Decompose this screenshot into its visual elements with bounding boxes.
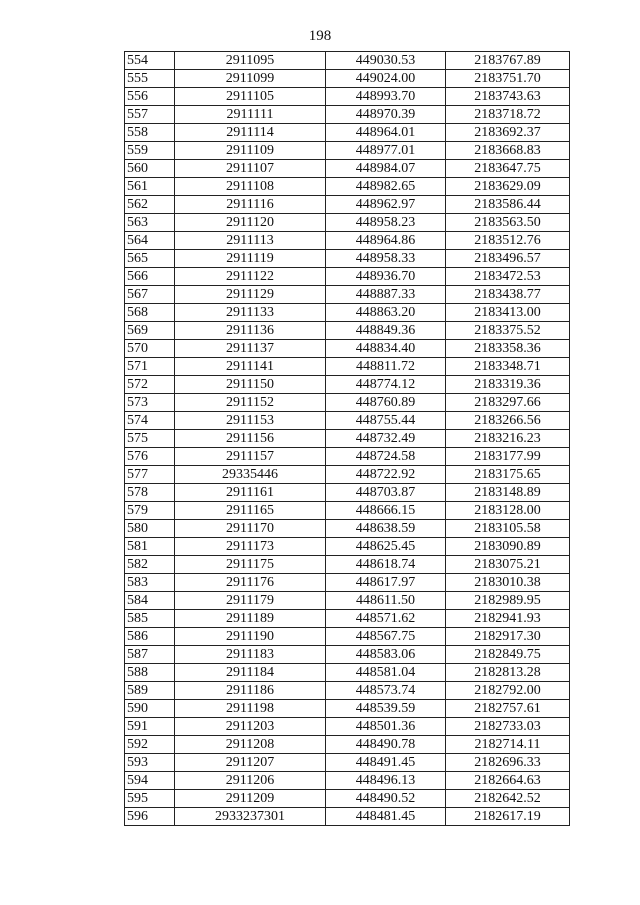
- table-row: [125, 178, 570, 196]
- table-row: [125, 700, 570, 718]
- x-coordinate-cell: 448984.07: [326, 160, 446, 178]
- x-coordinate-cell: 449030.53: [326, 52, 446, 70]
- table-row: [125, 268, 570, 286]
- x-coordinate-cell: 448490.78: [326, 736, 446, 754]
- table-row: [125, 394, 570, 412]
- y-coordinate-cell: 2183010.38: [446, 574, 570, 592]
- point-id-cell: 2911209: [175, 790, 326, 808]
- x-coordinate-cell: 448571.62: [326, 610, 446, 628]
- row-number-cell: 582: [125, 556, 175, 574]
- point-id-cell: 2911129: [175, 286, 326, 304]
- row-number-cell: 562: [125, 196, 175, 214]
- point-id-cell: 2911190: [175, 628, 326, 646]
- x-coordinate-cell: 448774.12: [326, 376, 446, 394]
- table-row: [125, 484, 570, 502]
- point-id-cell: 2911208: [175, 736, 326, 754]
- point-id-cell: 2911165: [175, 502, 326, 520]
- row-number-cell: 595: [125, 790, 175, 808]
- row-number-cell: 579: [125, 502, 175, 520]
- table-row: [125, 286, 570, 304]
- y-coordinate-cell: 2183216.23: [446, 430, 570, 448]
- table-row: [125, 250, 570, 268]
- point-id-cell: 2911141: [175, 358, 326, 376]
- row-number-cell: 573: [125, 394, 175, 412]
- point-id-cell: 2911184: [175, 664, 326, 682]
- y-coordinate-cell: 2183319.36: [446, 376, 570, 394]
- point-id-cell: 2911189: [175, 610, 326, 628]
- row-number-cell: 557: [125, 106, 175, 124]
- point-id-cell: 2911119: [175, 250, 326, 268]
- x-coordinate-cell: 448993.70: [326, 88, 446, 106]
- row-number-cell: 569: [125, 322, 175, 340]
- coordinates-table: [124, 51, 570, 826]
- x-coordinate-cell: 448970.39: [326, 106, 446, 124]
- x-coordinate-cell: 448567.75: [326, 628, 446, 646]
- x-coordinate-cell: 448496.13: [326, 772, 446, 790]
- x-coordinate-cell: 448863.20: [326, 304, 446, 322]
- x-coordinate-cell: 448583.06: [326, 646, 446, 664]
- row-number-cell: 580: [125, 520, 175, 538]
- row-number-cell: 578: [125, 484, 175, 502]
- x-coordinate-cell: 448732.49: [326, 430, 446, 448]
- point-id-cell: 2911150: [175, 376, 326, 394]
- table-row: [125, 70, 570, 88]
- table-row: [125, 682, 570, 700]
- row-number-cell: 556: [125, 88, 175, 106]
- table-row: [125, 412, 570, 430]
- point-id-cell: 2911108: [175, 178, 326, 196]
- table-row: [125, 628, 570, 646]
- y-coordinate-cell: 2183629.09: [446, 178, 570, 196]
- point-id-cell: 2911095: [175, 52, 326, 70]
- y-coordinate-cell: 2182617.19: [446, 808, 570, 826]
- row-number-cell: 574: [125, 412, 175, 430]
- x-coordinate-cell: 448962.97: [326, 196, 446, 214]
- y-coordinate-cell: 2182849.75: [446, 646, 570, 664]
- table-row: [125, 376, 570, 394]
- y-coordinate-cell: 2183148.89: [446, 484, 570, 502]
- x-coordinate-cell: 448977.01: [326, 142, 446, 160]
- x-coordinate-cell: 448638.59: [326, 520, 446, 538]
- point-id-cell: 2911173: [175, 538, 326, 556]
- row-number-cell: 566: [125, 268, 175, 286]
- y-coordinate-cell: 2182792.00: [446, 682, 570, 700]
- row-number-cell: 590: [125, 700, 175, 718]
- point-id-cell: 2911113: [175, 232, 326, 250]
- y-coordinate-cell: 2183348.71: [446, 358, 570, 376]
- point-id-cell: 2911105: [175, 88, 326, 106]
- y-coordinate-cell: 2182941.93: [446, 610, 570, 628]
- y-coordinate-cell: 2182714.11: [446, 736, 570, 754]
- point-id-cell: 2911153: [175, 412, 326, 430]
- x-coordinate-cell: 448834.40: [326, 340, 446, 358]
- row-number-cell: 576: [125, 448, 175, 466]
- table-row: [125, 808, 570, 826]
- row-number-cell: 567: [125, 286, 175, 304]
- table-row: [125, 502, 570, 520]
- x-coordinate-cell: 448887.33: [326, 286, 446, 304]
- point-id-cell: 2911170: [175, 520, 326, 538]
- point-id-cell: 2911122: [175, 268, 326, 286]
- row-number-cell: 583: [125, 574, 175, 592]
- point-id-cell: 2911207: [175, 754, 326, 772]
- x-coordinate-cell: 448611.50: [326, 592, 446, 610]
- row-number-cell: 594: [125, 772, 175, 790]
- y-coordinate-cell: 2183177.99: [446, 448, 570, 466]
- point-id-cell: 2911109: [175, 142, 326, 160]
- y-coordinate-cell: 2183358.36: [446, 340, 570, 358]
- point-id-cell: 2911175: [175, 556, 326, 574]
- row-number-cell: 575: [125, 430, 175, 448]
- y-coordinate-cell: 2182917.30: [446, 628, 570, 646]
- table-row: [125, 322, 570, 340]
- y-coordinate-cell: 2183563.50: [446, 214, 570, 232]
- y-coordinate-cell: 2183647.75: [446, 160, 570, 178]
- x-coordinate-cell: 449024.00: [326, 70, 446, 88]
- y-coordinate-cell: 2182757.61: [446, 700, 570, 718]
- row-number-cell: 555: [125, 70, 175, 88]
- table-row: [125, 718, 570, 736]
- row-number-cell: 585: [125, 610, 175, 628]
- point-id-cell: 2911111: [175, 106, 326, 124]
- table-row: [125, 430, 570, 448]
- y-coordinate-cell: 2182813.28: [446, 664, 570, 682]
- row-number-cell: 593: [125, 754, 175, 772]
- table-row: [125, 790, 570, 808]
- x-coordinate-cell: 448936.70: [326, 268, 446, 286]
- point-id-cell: 2911176: [175, 574, 326, 592]
- table-row: [125, 466, 570, 484]
- x-coordinate-cell: 448755.44: [326, 412, 446, 430]
- y-coordinate-cell: 2182733.03: [446, 718, 570, 736]
- point-id-cell: 2911198: [175, 700, 326, 718]
- row-number-cell: 571: [125, 358, 175, 376]
- x-coordinate-cell: 448811.72: [326, 358, 446, 376]
- table-row: [125, 646, 570, 664]
- row-number-cell: 572: [125, 376, 175, 394]
- table-row: [125, 610, 570, 628]
- x-coordinate-cell: 448964.86: [326, 232, 446, 250]
- x-coordinate-cell: 448618.74: [326, 556, 446, 574]
- point-id-cell: 2911099: [175, 70, 326, 88]
- point-id-cell: 2911157: [175, 448, 326, 466]
- table-row: [125, 592, 570, 610]
- x-coordinate-cell: 448982.65: [326, 178, 446, 196]
- row-number-cell: 563: [125, 214, 175, 232]
- row-number-cell: 559: [125, 142, 175, 160]
- point-id-cell: 2911152: [175, 394, 326, 412]
- row-number-cell: 565: [125, 250, 175, 268]
- x-coordinate-cell: 448625.45: [326, 538, 446, 556]
- point-id-cell: 2911156: [175, 430, 326, 448]
- y-coordinate-cell: 2183718.72: [446, 106, 570, 124]
- table-row: [125, 196, 570, 214]
- table-row: [125, 736, 570, 754]
- x-coordinate-cell: 448849.36: [326, 322, 446, 340]
- row-number-cell: 577: [125, 466, 175, 484]
- y-coordinate-cell: 2182696.33: [446, 754, 570, 772]
- y-coordinate-cell: 2183751.70: [446, 70, 570, 88]
- row-number-cell: 560: [125, 160, 175, 178]
- table-row: [125, 556, 570, 574]
- row-number-cell: 592: [125, 736, 175, 754]
- y-coordinate-cell: 2183512.76: [446, 232, 570, 250]
- table-row: [125, 538, 570, 556]
- row-number-cell: 588: [125, 664, 175, 682]
- x-coordinate-cell: 448573.74: [326, 682, 446, 700]
- coordinates-table-body: [125, 52, 570, 826]
- table-row: [125, 340, 570, 358]
- y-coordinate-cell: 2183586.44: [446, 196, 570, 214]
- y-coordinate-cell: 2183767.89: [446, 52, 570, 70]
- row-number-cell: 584: [125, 592, 175, 610]
- point-id-cell: 2911107: [175, 160, 326, 178]
- x-coordinate-cell: 448491.45: [326, 754, 446, 772]
- row-number-cell: 570: [125, 340, 175, 358]
- table-row: [125, 358, 570, 376]
- row-number-cell: 568: [125, 304, 175, 322]
- row-number-cell: 587: [125, 646, 175, 664]
- table-row: [125, 142, 570, 160]
- y-coordinate-cell: 2183496.57: [446, 250, 570, 268]
- table-row: [125, 52, 570, 70]
- table-row: [125, 232, 570, 250]
- table-row: [125, 214, 570, 232]
- row-number-cell: 581: [125, 538, 175, 556]
- y-coordinate-cell: 2183668.83: [446, 142, 570, 160]
- y-coordinate-cell: 2183266.56: [446, 412, 570, 430]
- y-coordinate-cell: 2183297.66: [446, 394, 570, 412]
- y-coordinate-cell: 2183438.77: [446, 286, 570, 304]
- y-coordinate-cell: 2183075.21: [446, 556, 570, 574]
- row-number-cell: 586: [125, 628, 175, 646]
- x-coordinate-cell: 448760.89: [326, 394, 446, 412]
- point-id-cell: 2911136: [175, 322, 326, 340]
- point-id-cell: 2911203: [175, 718, 326, 736]
- table-row: [125, 304, 570, 322]
- table-row: [125, 88, 570, 106]
- y-coordinate-cell: 2182989.95: [446, 592, 570, 610]
- x-coordinate-cell: 448724.58: [326, 448, 446, 466]
- y-coordinate-cell: 2183090.89: [446, 538, 570, 556]
- y-coordinate-cell: 2183128.00: [446, 502, 570, 520]
- x-coordinate-cell: 448958.33: [326, 250, 446, 268]
- y-coordinate-cell: 2182664.63: [446, 772, 570, 790]
- y-coordinate-cell: 2183105.58: [446, 520, 570, 538]
- point-id-cell: 2911120: [175, 214, 326, 232]
- x-coordinate-cell: 448964.01: [326, 124, 446, 142]
- row-number-cell: 564: [125, 232, 175, 250]
- table-row: [125, 520, 570, 538]
- x-coordinate-cell: 448481.45: [326, 808, 446, 826]
- table-row: [125, 160, 570, 178]
- point-id-cell: 2911179: [175, 592, 326, 610]
- row-number-cell: 591: [125, 718, 175, 736]
- row-number-cell: 561: [125, 178, 175, 196]
- x-coordinate-cell: 448539.59: [326, 700, 446, 718]
- point-id-cell: 2911137: [175, 340, 326, 358]
- x-coordinate-cell: 448666.15: [326, 502, 446, 520]
- y-coordinate-cell: 2183743.63: [446, 88, 570, 106]
- x-coordinate-cell: 448501.36: [326, 718, 446, 736]
- table-row: [125, 664, 570, 682]
- point-id-cell: 2911161: [175, 484, 326, 502]
- table-row: [125, 124, 570, 142]
- point-id-cell: 2933237301: [175, 808, 326, 826]
- y-coordinate-cell: 2183175.65: [446, 466, 570, 484]
- point-id-cell: 2911116: [175, 196, 326, 214]
- x-coordinate-cell: 448722.92: [326, 466, 446, 484]
- point-id-cell: 29335446: [175, 466, 326, 484]
- row-number-cell: 558: [125, 124, 175, 142]
- y-coordinate-cell: 2183472.53: [446, 268, 570, 286]
- point-id-cell: 2911206: [175, 772, 326, 790]
- table-row: [125, 574, 570, 592]
- y-coordinate-cell: 2183375.52: [446, 322, 570, 340]
- y-coordinate-cell: 2183413.00: [446, 304, 570, 322]
- page-number: 198: [308, 28, 332, 44]
- x-coordinate-cell: 448581.04: [326, 664, 446, 682]
- row-number-cell: 596: [125, 808, 175, 826]
- x-coordinate-cell: 448958.23: [326, 214, 446, 232]
- table-row: [125, 106, 570, 124]
- x-coordinate-cell: 448490.52: [326, 790, 446, 808]
- table-row: [125, 772, 570, 790]
- point-id-cell: 2911183: [175, 646, 326, 664]
- row-number-cell: 589: [125, 682, 175, 700]
- y-coordinate-cell: 2182642.52: [446, 790, 570, 808]
- point-id-cell: 2911133: [175, 304, 326, 322]
- y-coordinate-cell: 2183692.37: [446, 124, 570, 142]
- row-number-cell: 554: [125, 52, 175, 70]
- point-id-cell: 2911186: [175, 682, 326, 700]
- table-row: [125, 448, 570, 466]
- table-row: [125, 754, 570, 772]
- point-id-cell: 2911114: [175, 124, 326, 142]
- x-coordinate-cell: 448703.87: [326, 484, 446, 502]
- x-coordinate-cell: 448617.97: [326, 574, 446, 592]
